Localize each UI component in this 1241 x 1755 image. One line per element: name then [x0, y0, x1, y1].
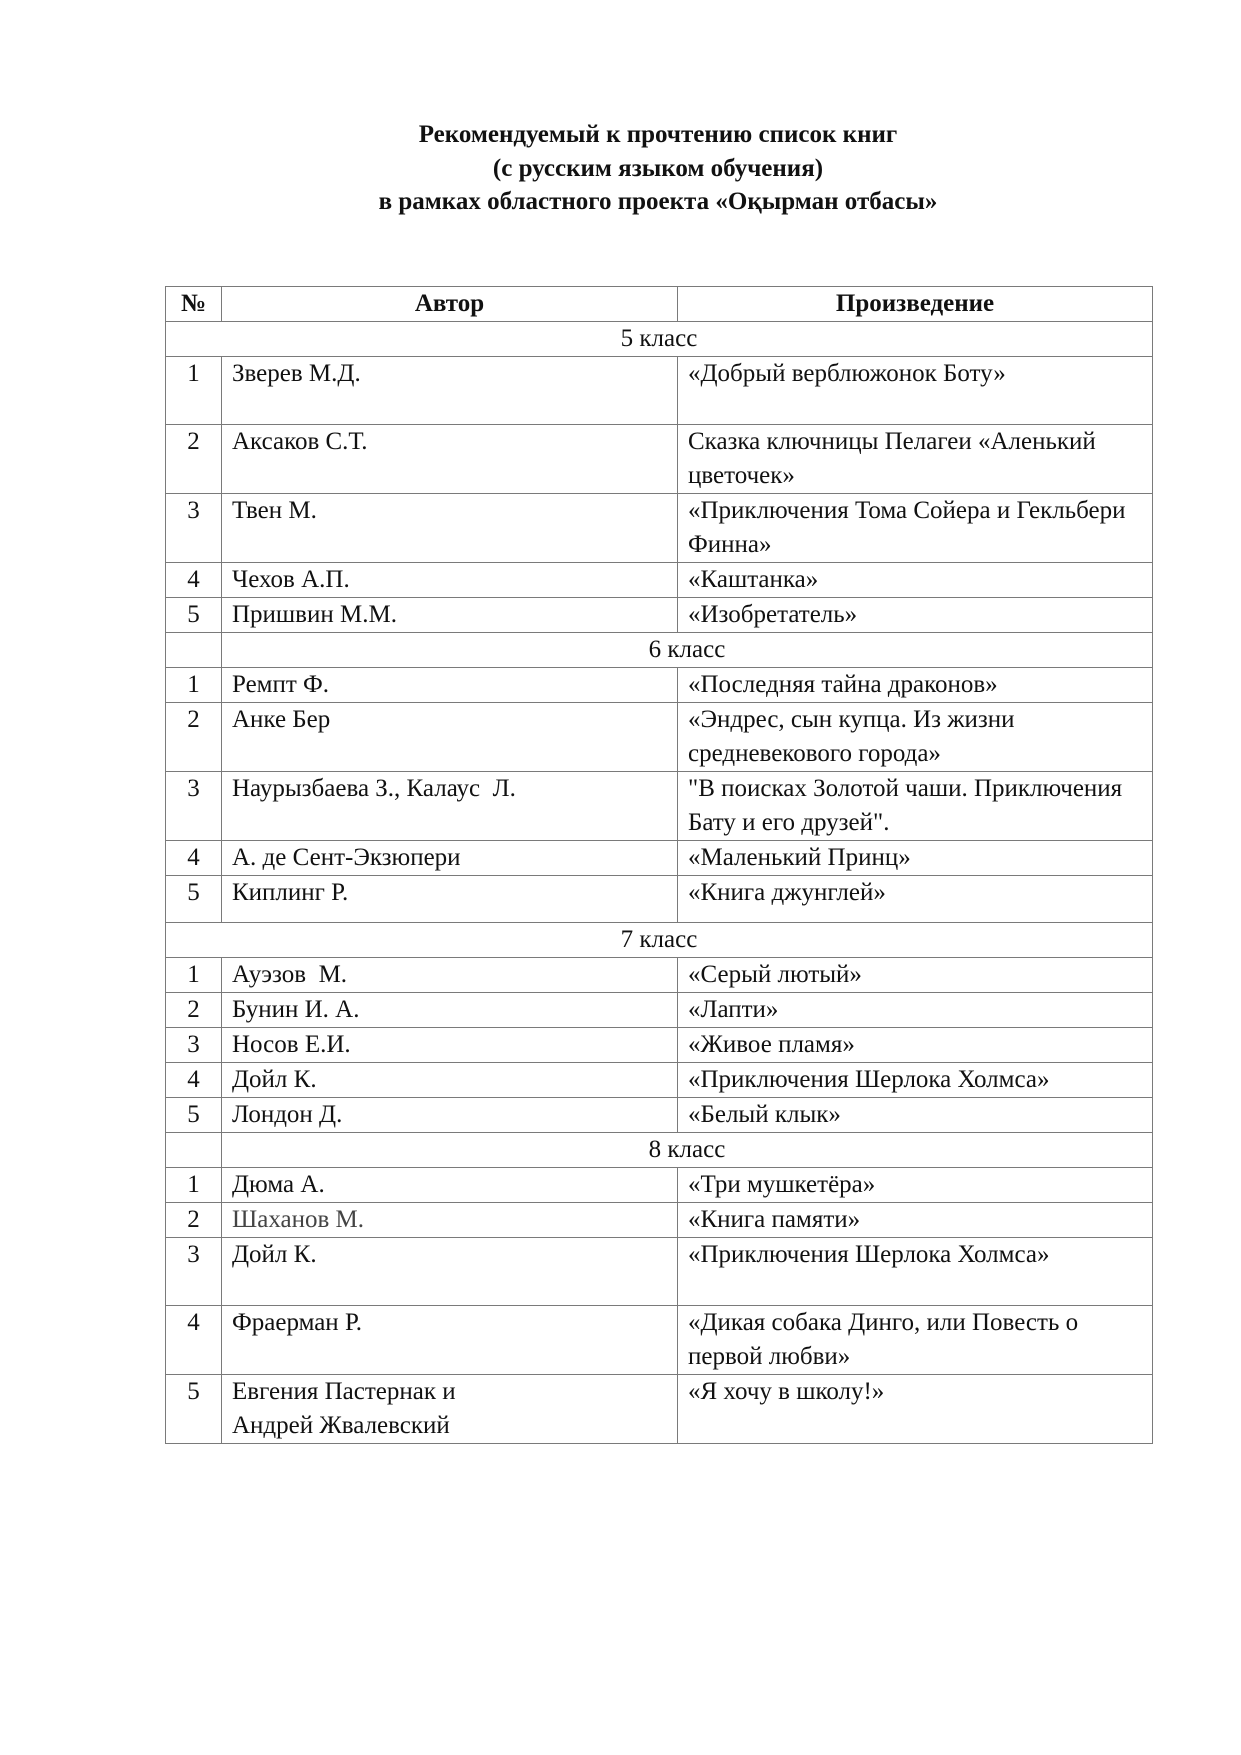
row-author: Аксаков С.Т. [222, 425, 678, 494]
grade-label: 7 класс [166, 923, 1153, 958]
row-num: 3 [166, 1238, 222, 1306]
row-author: Чехов А.П. [222, 563, 678, 598]
table-row [166, 703, 1153, 772]
row-author: Дойл К. [222, 1238, 678, 1306]
grade-label: 5 класс [166, 322, 1153, 357]
row-num: 4 [166, 841, 222, 876]
table-row [166, 668, 1153, 703]
row-author: Шаханов М. [222, 1203, 678, 1238]
row-author: Зверев М.Д. [222, 357, 678, 425]
row-work: «Последняя тайна драконов» [678, 668, 1153, 703]
row-work: «Приключения Тома Сойера и Гекльбери Финна» [678, 494, 1153, 563]
row-author: Ауэзов М. [222, 958, 678, 993]
table-row [166, 1375, 1153, 1444]
grade-row-6 [166, 633, 1153, 668]
row-work: «Маленький Принц» [678, 841, 1153, 876]
table-row [166, 993, 1153, 1028]
row-work: Сказка ключницы Пелагеи «Аленький цветочек» [678, 425, 1153, 494]
row-work: «Приключения Шерлока Холмса» [678, 1238, 1153, 1306]
row-num: 1 [166, 668, 222, 703]
document-title [0, 118, 1241, 219]
table-row [166, 958, 1153, 993]
row-work: «Эндрес, сын купца. Из жизни средневекового города» [678, 703, 1153, 772]
row-work: «Каштанка» [678, 563, 1153, 598]
row-author: А. де Сент-Экзюпери [222, 841, 678, 876]
row-num: 4 [166, 1063, 222, 1098]
grade-row-8 [166, 1133, 1153, 1168]
row-num: 4 [166, 1306, 222, 1375]
row-num: 5 [166, 1098, 222, 1133]
row-work: «Лапти» [678, 993, 1153, 1028]
title-line-2: (с русским языком обучения) [492, 154, 824, 182]
grade-row-5 [166, 322, 1153, 357]
book-list-table [165, 286, 1153, 1444]
row-author: Твен М. [222, 494, 678, 563]
row-work: «Живое пламя» [678, 1028, 1153, 1063]
table-row [166, 1098, 1153, 1133]
row-num: 5 [166, 876, 222, 923]
table-row [166, 1063, 1153, 1098]
row-author: Лондон Д. [222, 1098, 678, 1133]
grade-num-empty [166, 633, 222, 668]
row-author: Бунин И. А. [222, 993, 678, 1028]
row-work: «Книга памяти» [678, 1203, 1153, 1238]
row-author: Пришвин М.М. [222, 598, 678, 633]
row-num: 2 [166, 703, 222, 772]
table-row [166, 494, 1153, 563]
row-author: Евгения Пастернак и Андрей Жвалевский [222, 1375, 678, 1444]
header-num: № [166, 287, 222, 322]
title-line-3: в рамках областного проекта «Оқырман отбасы» [378, 188, 938, 215]
row-num: 1 [166, 958, 222, 993]
table-row [166, 425, 1153, 494]
table-row [166, 1306, 1153, 1375]
table-row [166, 1028, 1153, 1063]
row-num: 2 [166, 993, 222, 1028]
row-num: 1 [166, 357, 222, 425]
row-work: «Серый лютый» [678, 958, 1153, 993]
row-author: Фраерман Р. [222, 1306, 678, 1375]
row-work: «Дикая собака Динго, или Повесть о первой любви» [678, 1306, 1153, 1375]
row-num: 3 [166, 772, 222, 841]
row-author: Наурызбаева З., Калаус Л. [222, 772, 678, 841]
row-author: Киплинг Р. [222, 876, 678, 923]
table-row [166, 876, 1153, 923]
row-work: «Белый клык» [678, 1098, 1153, 1133]
table-row [166, 598, 1153, 633]
row-num: 2 [166, 425, 222, 494]
row-work: «Три мушкетёра» [678, 1168, 1153, 1203]
grade-num-empty [166, 1133, 222, 1168]
header-work: Произведение [678, 287, 1153, 322]
title-line-1: Рекомендуемый к прочтению список книг [418, 121, 898, 148]
row-work: «Приключения Шерлока Холмса» [678, 1063, 1153, 1098]
row-author: Ремпт Ф. [222, 668, 678, 703]
grade-label: 8 класс [222, 1133, 1153, 1168]
row-num: 2 [166, 1203, 222, 1238]
row-num: 5 [166, 1375, 222, 1444]
table-row [166, 1168, 1153, 1203]
row-num: 1 [166, 1168, 222, 1203]
table-header-row [166, 287, 1153, 322]
table-row [166, 841, 1153, 876]
grade-label: 6 класс [222, 633, 1153, 668]
row-work: «Изобретатель» [678, 598, 1153, 633]
header-author: Автор [222, 287, 678, 322]
row-num: 3 [166, 1028, 222, 1063]
row-author: Носов Е.И. [222, 1028, 678, 1063]
row-work: «Я хочу в школу!» [678, 1375, 1153, 1444]
table-row [166, 357, 1153, 425]
table-row [166, 1238, 1153, 1306]
table-row [166, 772, 1153, 841]
table-row [166, 563, 1153, 598]
grade-row-7 [166, 923, 1153, 958]
row-num: 5 [166, 598, 222, 633]
table-row [166, 1203, 1153, 1238]
row-num: 3 [166, 494, 222, 563]
row-num: 4 [166, 563, 222, 598]
row-author: Дюма А. [222, 1168, 678, 1203]
row-author: Анке Бер [222, 703, 678, 772]
row-work: «Добрый верблюжонок Боту» [678, 357, 1153, 425]
row-work: «Книга джунглей» [678, 876, 1153, 923]
row-author: Дойл К. [222, 1063, 678, 1098]
row-work: "В поисках Золотой чаши. Приключения Бату и его друзей". [678, 772, 1153, 841]
